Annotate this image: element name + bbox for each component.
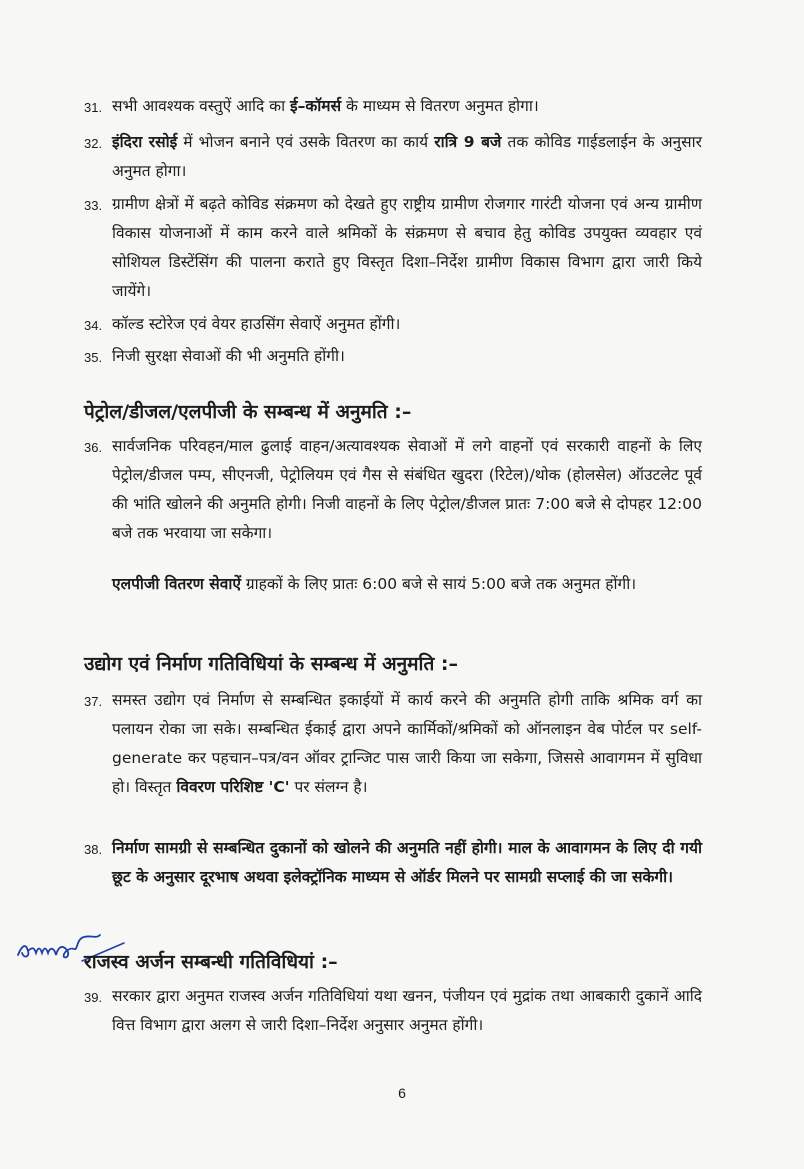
item-text: निजी सुरक्षा सेवाओं की भी अनुमति होंगी। bbox=[112, 347, 345, 365]
item-number: 38. bbox=[84, 842, 103, 857]
page-number: 6 bbox=[398, 1085, 406, 1101]
item-number: 31. bbox=[84, 100, 103, 115]
item-text bbox=[112, 92, 702, 121]
text-segment: ग्राहकों के लिए प्रातः 6:00 बजे से सायं 5:00 बजे तक अनुमत होंगी। bbox=[240, 575, 637, 593]
text-segment: पर संलग्न है। bbox=[289, 778, 368, 796]
list-item-32 bbox=[84, 128, 702, 186]
list-item-34 bbox=[84, 310, 702, 339]
list-item-38 bbox=[84, 834, 702, 892]
list-item-35 bbox=[84, 342, 702, 371]
list-item-39 bbox=[84, 982, 702, 1040]
item-text: निर्माण सामग्री से सम्बन्धित दुकानों को खोलने की अनुमति नहीं होगी। माल के आवागमन के लिए दी गयी छूट के अनुसार दूरभाष अथवा इलेक्ट्रॉनिक माध्यम से ऑर्डर मिलने पर सामग्री सप्लाई की जा सकेगी। bbox=[112, 839, 702, 886]
item-text: कॉल्ड स्टोरेज एवं वेयर हाउसिंग सेवाऐं अनुमत होंगी। bbox=[112, 315, 401, 333]
item-text bbox=[112, 128, 702, 186]
item-number: 37. bbox=[84, 694, 103, 709]
section-heading-industry: उद्योग एवं निर्माण गतिविधियां के सम्बन्ध में अनुमति :– bbox=[84, 653, 458, 675]
item-number: 35. bbox=[84, 350, 103, 365]
list-item-37 bbox=[84, 686, 702, 802]
text-segment: सभी आवश्यक वस्तुऐं आदि का bbox=[112, 97, 291, 115]
bold-term: इंदिरा रसोई bbox=[112, 133, 178, 151]
item-number: 33. bbox=[84, 198, 103, 213]
bold-term: रात्रि 9 बजे bbox=[434, 133, 502, 151]
item-number: 32. bbox=[84, 136, 103, 151]
section-heading-revenue: राजस्व अर्जन सम्बन्धी गतिविधियां :– bbox=[84, 951, 338, 973]
text-segment: समस्त उद्योग एवं निर्माण से सम्बन्धित इकाईयों में कार्य करने की अनुमति होगी ताकि श्रमिक वर्ग का पलायन रोका जा सके। सम्बन्धित ईकाई द्वारा अपने कार्मिकों/श्रमिकों को ऑनलाइन वेब पोर्टल पर self-generate कर पहचान–पत्र/वन ऑवर ट्रान्जिट पास जारी किया जा सकेगा, जिससे आवागमन में सुविधा हो। विस्तृत bbox=[112, 691, 702, 796]
text-segment: तक कोविड गाईडलाईन के अनुसार अनुमत होगा। bbox=[112, 133, 702, 180]
bold-term: ई–कॉमर्स bbox=[290, 97, 342, 115]
section-heading-petrol: पेट्रोल/डीजल/एलपीजी के सम्बन्ध में अनुमति :– bbox=[84, 401, 412, 423]
list-item-36 bbox=[84, 432, 702, 548]
item-number: 36. bbox=[84, 440, 103, 455]
item-text bbox=[112, 686, 702, 802]
bold-term: एलपीजी वितरण सेवाऐं bbox=[112, 575, 241, 593]
bold-term: विवरण परिशिष्ट 'C' bbox=[176, 778, 290, 796]
item-number: 39. bbox=[84, 990, 103, 1005]
list-item-31 bbox=[84, 92, 702, 121]
item-text: सार्वजनिक परिवहन/माल ढुलाई वाहन/अत्यावश्यक सेवाओं में लगे वाहनों एवं सरकारी वाहनों के लिए पेट्रोल/डीजल पम्प, सीएनजी, पेट्रोलियम एवं गैस से संबंधित खुदरा (रिटेल)/थोक (होलसेल) ऑउटलेट पूर्व की भांति खोलने की अनुमति होगी। निजी वाहनों के लिए पेट्रोल/डीजल प्रातः 7:00 बजे से दोपहर 12:00 बजे तक भरवाया जा सकेगा। bbox=[112, 437, 702, 542]
item-36-lpg-paragraph bbox=[112, 570, 702, 599]
item-text: सरकार द्वारा अनुमत राजस्व अर्जन गतिविधियां यथा खनन, पंजीयन एवं मुद्रांक तथा आबकारी दुकानें आदि वित्त विभाग द्वारा अलग से जारी दिशा–निर्देश अनुसार अनुमत होंगी। bbox=[112, 987, 702, 1034]
text-segment: में भोजन बनाने एवं उसके वितरण का कार्य bbox=[177, 133, 435, 151]
item-text: ग्रामीण क्षेत्रों में बढ़ते कोविड संक्रमण को देखते हुए राष्ट्रीय ग्रामीण रोजगार गारंटी योजना एवं अन्य ग्रामीण विकास योजनाओं में काम करने वाले श्रमिकों के संक्रमण से बचाव हेतु कोविड उपयुक्त व्यवहार एवं सोशियल डिस्टेंसिंग की पालना कराते हुए विस्तृत दिशा–निर्देश ग्रामीण विकास विभाग द्वारा जारी किये जायेंगे। bbox=[112, 195, 702, 300]
list-item-33 bbox=[84, 190, 702, 306]
text-segment: के माध्यम से वितरण अनुमत होगा। bbox=[341, 97, 539, 115]
item-number: 34. bbox=[84, 318, 103, 333]
